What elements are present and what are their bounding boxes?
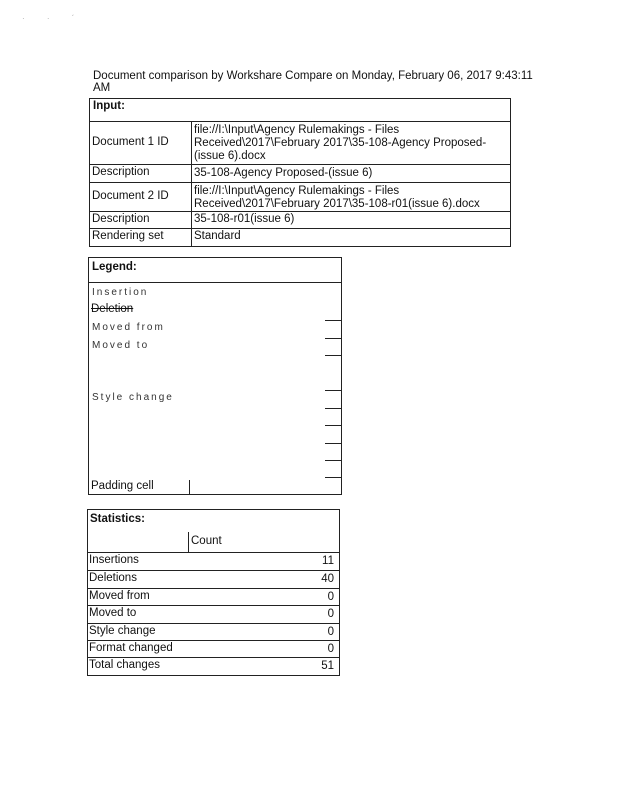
stats-count: 0 <box>327 608 334 620</box>
stats-label: Format changed <box>89 642 173 654</box>
stats-count: 0 <box>327 643 334 655</box>
legend-moved-from: Moved from <box>92 322 165 333</box>
row-value: Standard <box>194 230 241 242</box>
input-row-document-2-id <box>90 182 510 211</box>
stats-count: 0 <box>327 591 334 603</box>
padding-cell-label: Padding cell <box>91 480 154 492</box>
stats-count: 11 <box>322 555 334 567</box>
stats-label: Insertions <box>89 554 139 566</box>
row-rule <box>325 355 341 356</box>
stats-count: 51 <box>321 660 334 672</box>
stats-label: Total changes <box>89 659 160 671</box>
input-table <box>89 98 511 247</box>
row-value: file://I:\Input\Agency Rulemakings - Files Received\2017\February 2017\35-108-r01(issue 6).docx <box>194 185 480 210</box>
input-row-rendering-set <box>90 228 510 246</box>
stats-row-format-changed <box>88 640 339 658</box>
row-label: Document 1 ID <box>92 136 169 148</box>
row-rule <box>325 443 341 444</box>
legend-table <box>88 257 342 495</box>
legend-moved-to: Moved to <box>92 340 150 351</box>
row-rule <box>325 408 341 409</box>
input-row-description-2 <box>90 211 510 229</box>
row-rule <box>325 390 341 391</box>
stats-label: Moved to <box>89 607 137 619</box>
row-value: 35-108-Agency Proposed-(issue 6) <box>194 167 373 179</box>
legend-insertion: Insertion <box>92 287 149 298</box>
scan-speckles: · · ´ <box>22 14 85 23</box>
row-value: 35-108-r01(issue 6) <box>194 213 295 225</box>
stats-label: Style change <box>89 625 156 637</box>
stats-row-insertions <box>88 552 339 570</box>
stats-row-moved-to <box>88 605 339 623</box>
row-rule <box>325 460 341 461</box>
row-rule <box>325 477 341 478</box>
stats-label: Moved from <box>89 590 150 602</box>
row-rule <box>325 320 341 321</box>
stats-row-style-change <box>88 623 339 641</box>
input-row-description-1 <box>90 164 510 182</box>
input-title: Input: <box>93 100 125 112</box>
legend-divider <box>89 282 341 283</box>
stats-count: 0 <box>327 626 334 638</box>
statistics-title: Statistics: <box>90 513 145 525</box>
input-row-document-1-id <box>90 121 510 164</box>
stats-count: 40 <box>321 573 334 585</box>
stats-row-total-changes <box>88 657 339 675</box>
legend-style-change: Style change <box>92 392 174 403</box>
row-label: Document 2 ID <box>92 190 169 202</box>
row-label: Rendering set <box>92 230 164 242</box>
row-rule <box>325 338 341 339</box>
legend-title: Legend: <box>92 261 137 273</box>
statistics-table <box>87 509 340 676</box>
row-label: Description <box>92 213 150 225</box>
count-divider <box>188 532 189 552</box>
row-label: Description <box>92 166 150 178</box>
padding-cell-divider <box>189 480 190 494</box>
legend-deletion: Deletion <box>91 303 134 315</box>
page-heading: Document comparison by Workshare Compare on Monday, February 06, 2017 9:43:11 AM <box>93 70 533 94</box>
stats-label: Deletions <box>89 572 137 584</box>
stats-row-deletions <box>88 570 339 588</box>
row-value: file://I:\Input\Agency Rulemakings - Files Received\2017\February 2017\35-108-Agency Proposed-(issue 6).docx <box>194 124 487 162</box>
stats-row-moved-from <box>88 588 339 606</box>
count-header: Count <box>191 535 222 547</box>
row-rule <box>325 425 341 426</box>
